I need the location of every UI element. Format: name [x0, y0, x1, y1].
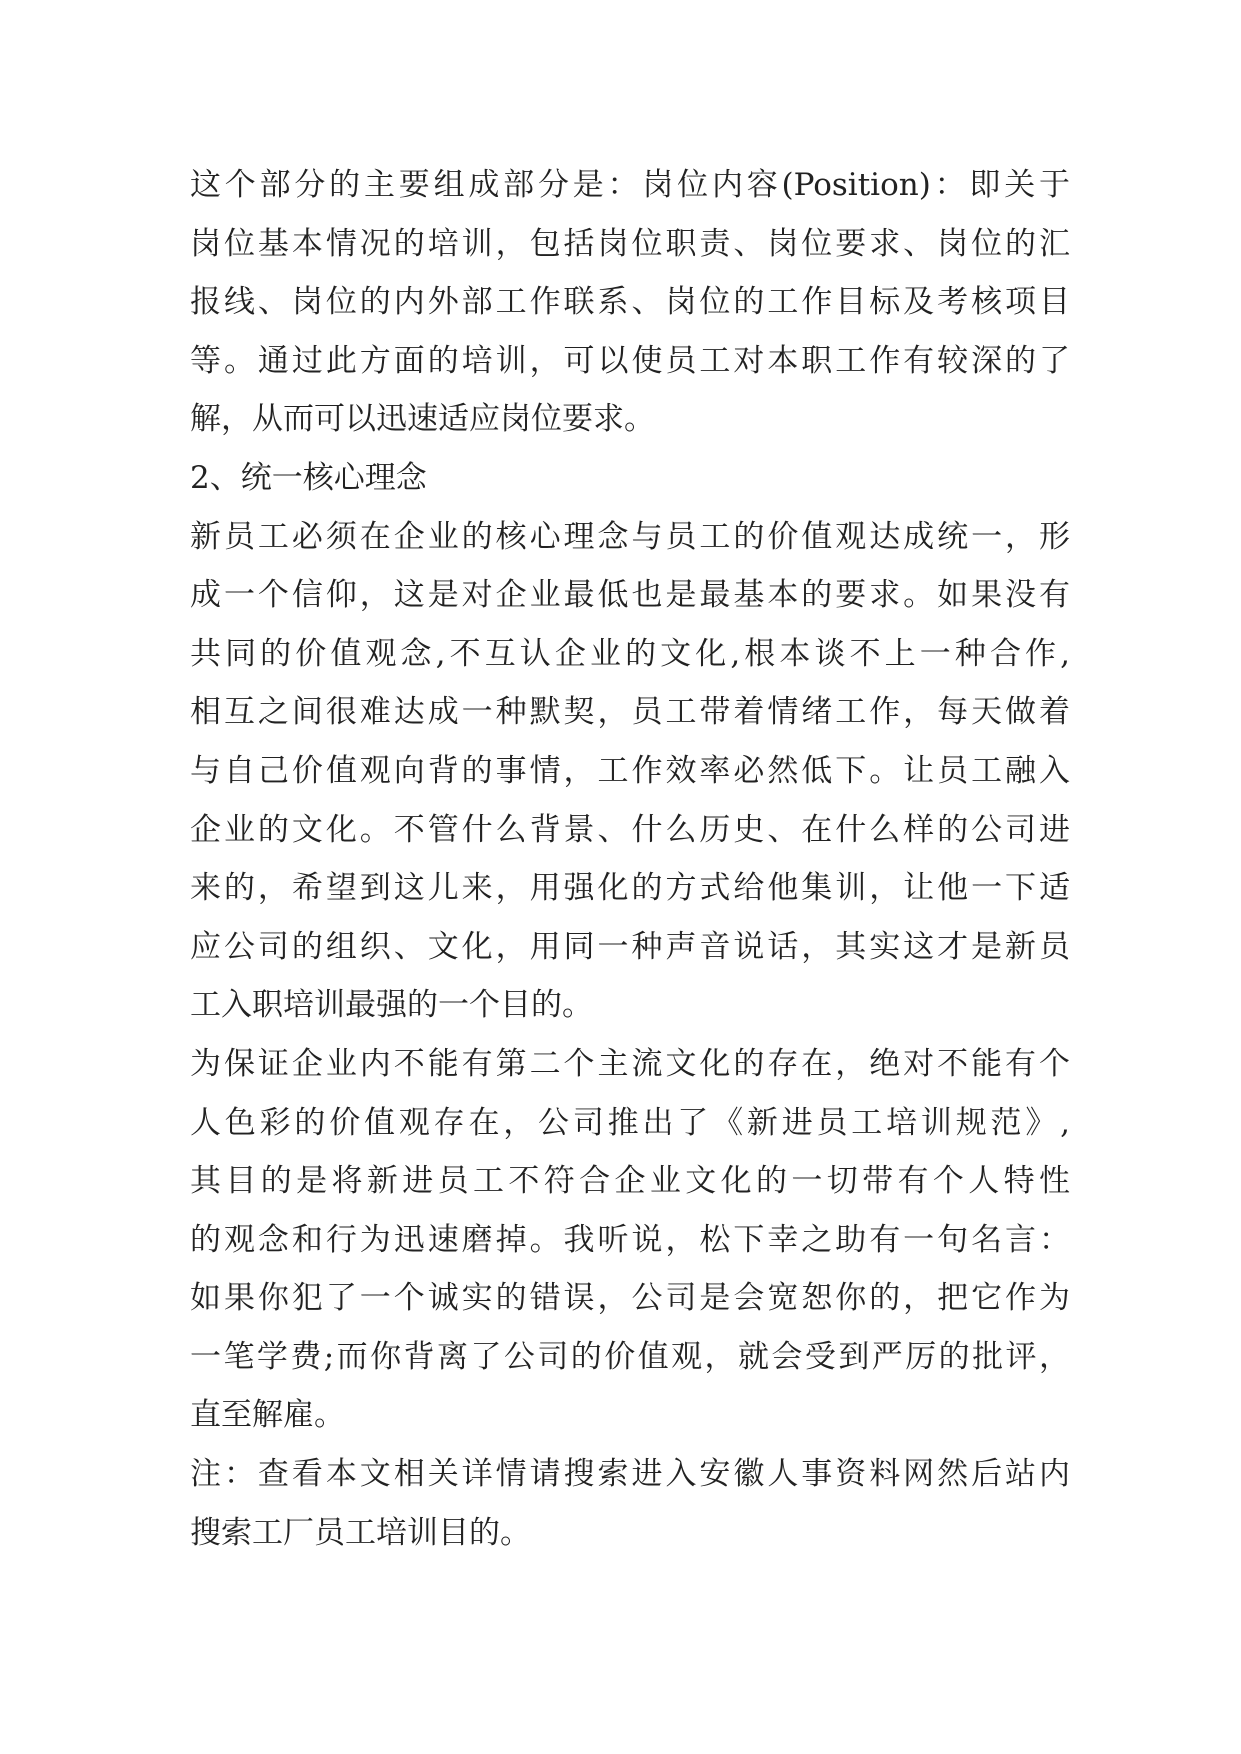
text-line: 为保证企业内不能有第二个主流文化的存在，绝对不能有个 [190, 1045, 1070, 1082]
text-line: 岗位基本情况的培训，包括岗位职责、岗位要求、岗位的汇 [190, 225, 1070, 262]
text-line: 的观念和行为迅速磨掉。我听说，松下幸之助有一句名言： [190, 1221, 1070, 1258]
text-line: 工入职培训最强的一个目的。 [190, 987, 593, 1024]
section-heading: 2、统一核心理念 [190, 459, 427, 496]
document-body [190, 156, 1070, 1562]
text-line: 新员工必须在企业的核心理念与员工的价值观达成统一，形 [190, 518, 1070, 555]
text-line: 与自己价值观向背的事情，工作效率必然低下。让员工融入 [190, 752, 1070, 789]
text-line: 解，从而可以迅速适应岗位要求。 [190, 401, 655, 438]
text-line: 一笔学费;而你背离了公司的价值观，就会受到严厉的批评， [190, 1338, 1070, 1375]
text-line: 报线、岗位的内外部工作联系、岗位的工作目标及考核项目 [190, 284, 1070, 321]
text-line: 相互之间很难达成一种默契，员工带着情绪工作，每天做着 [190, 694, 1070, 731]
note-line: 注：查看本文相关详情请搜索进入安徽人事资料网然后站内 [190, 1456, 1070, 1493]
text-line: 来的，希望到这儿来，用强化的方式给他集训，让他一下适 [190, 870, 1070, 907]
text-line: 成一个信仰，这是对企业最低也是最基本的要求。如果没有 [190, 577, 1070, 614]
text-line: 企业的文化。不管什么背景、什么历史、在什么样的公司进 [190, 811, 1070, 848]
text-line: 人色彩的价值观存在，公司推出了《新进员工培训规范》, [190, 1104, 1070, 1141]
text-line: 共同的价值观念,不互认企业的文化,根本谈不上一种合作, [190, 635, 1070, 672]
text-line: 如果你犯了一个诚实的错误，公司是会宽恕你的，把它作为 [190, 1280, 1070, 1317]
text-line: 等。通过此方面的培训，可以使员工对本职工作有较深的了 [190, 342, 1070, 379]
text-line: 其目的是将新进员工不符合企业文化的一切带有个人特性 [190, 1163, 1070, 1200]
text-line: 这个部分的主要组成部分是：岗位内容(Position)：即关于 [190, 167, 1070, 203]
text-line: 直至解雇。 [190, 1397, 345, 1434]
text-line: 应公司的组织、文化，用同一种声音说话，其实这才是新员 [190, 928, 1070, 965]
note-line: 搜索工厂员工培训目的。 [190, 1514, 531, 1551]
